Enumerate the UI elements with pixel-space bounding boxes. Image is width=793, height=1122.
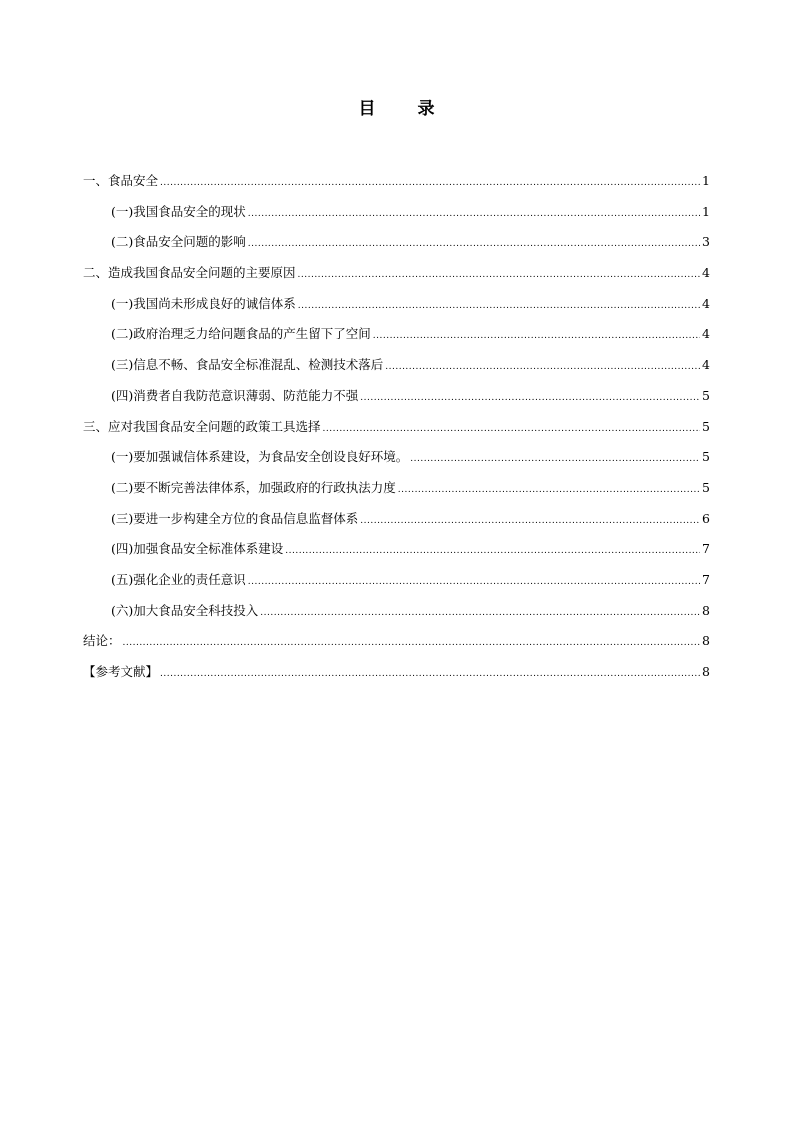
toc-page-number: 5 — [702, 479, 710, 495]
toc-entry[interactable] — [83, 293, 710, 314]
toc-entry-label: (一)要加强诚信体系建设，为食品安全创设良好环境。 — [111, 449, 409, 465]
toc-page-number: 5 — [702, 387, 710, 403]
toc-dot-leader — [298, 265, 701, 286]
toc-entry-label: 结论： — [83, 633, 121, 649]
toc-dot-leader — [123, 633, 701, 654]
toc-entry-label: (三)信息不畅、食品安全标准混乱、检测技术落后 — [111, 357, 384, 373]
toc-dot-leader — [248, 572, 700, 593]
toc-entry-label: (二)食品安全问题的影响 — [111, 234, 246, 250]
toc-page-number: 1 — [702, 173, 710, 188]
toc-page-number: 7 — [702, 541, 710, 557]
toc-dot-leader — [398, 480, 700, 501]
toc-dot-leader — [373, 326, 700, 347]
toc-entry[interactable] — [83, 354, 710, 375]
toc-entry-label: 一、食品安全 — [83, 173, 159, 188]
toc-entry[interactable] — [83, 385, 710, 406]
toc-dot-leader — [360, 388, 700, 409]
toc-page-number: 3 — [702, 234, 710, 250]
toc-page-number: 1 — [702, 203, 710, 219]
toc-entry[interactable] — [83, 569, 710, 590]
toc-page-number: 8 — [702, 602, 710, 618]
toc-dot-leader — [360, 511, 700, 532]
toc-entry[interactable] — [83, 416, 710, 437]
toc-title: 目 录 — [358, 99, 453, 119]
toc-entry-label: 三、应对我国食品安全问题的政策工具选择 — [83, 418, 321, 434]
toc-entry-label: 【参考文献】 — [83, 664, 159, 679]
toc-page-number: 5 — [702, 449, 710, 465]
toc-entry[interactable] — [83, 446, 710, 467]
toc-page-number: 4 — [702, 326, 710, 342]
toc-entry[interactable] — [83, 323, 710, 344]
toc-page-number: 6 — [702, 510, 710, 526]
toc-dot-leader — [285, 541, 700, 562]
toc-dot-leader — [298, 296, 700, 317]
toc-dot-leader — [248, 234, 700, 255]
toc-entry-label: (二)要不断完善法律体系，加强政府的行政执法力度 — [111, 479, 396, 495]
toc-entry[interactable] — [83, 170, 710, 191]
toc-entry[interactable] — [83, 508, 710, 529]
toc-dot-leader — [260, 603, 700, 624]
toc-dot-leader — [385, 357, 700, 378]
toc-page-number: 4 — [702, 265, 710, 281]
toc-entry-label: (一)我国尚未形成良好的诚信体系 — [111, 295, 296, 311]
toc-entry-label: 二、造成我国食品安全问题的主要原因 — [83, 265, 296, 281]
toc-entry[interactable] — [83, 231, 710, 252]
toc-entry-label: (三)要进一步构建全方位的食品信息监督体系 — [111, 510, 359, 526]
table-of-contents — [83, 170, 710, 692]
toc-entry[interactable] — [83, 630, 710, 651]
toc-page-number: 5 — [702, 418, 710, 434]
toc-page-number: 7 — [702, 571, 710, 587]
toc-entry-label: (五)强化企业的责任意识 — [111, 571, 246, 587]
toc-page-number: 4 — [702, 357, 710, 373]
toc-dot-leader — [248, 204, 700, 225]
toc-dot-leader — [410, 449, 700, 470]
toc-entry[interactable] — [83, 201, 710, 222]
toc-page-number: 4 — [702, 295, 710, 311]
toc-entry-label: (二)政府治理乏力给问题食品的产生留下了空间 — [111, 326, 371, 342]
toc-entry[interactable] — [83, 661, 710, 682]
toc-entry-label: (六)加大食品安全科技投入 — [111, 602, 259, 618]
toc-entry[interactable] — [83, 477, 710, 498]
toc-dot-leader — [323, 419, 701, 440]
toc-page-number: 8 — [702, 633, 710, 649]
toc-entry[interactable] — [83, 538, 710, 559]
toc-dot-leader — [160, 664, 700, 685]
toc-entry-label: (一)我国食品安全的现状 — [111, 203, 246, 219]
toc-entry[interactable] — [83, 262, 710, 283]
toc-page-number: 8 — [702, 664, 710, 679]
toc-entry[interactable] — [83, 600, 710, 621]
toc-entry-label: (四)消费者自我防范意识薄弱、防范能力不强 — [111, 387, 359, 403]
toc-dot-leader — [160, 173, 700, 194]
toc-entry-label: (四)加强食品安全标准体系建设 — [111, 541, 284, 557]
